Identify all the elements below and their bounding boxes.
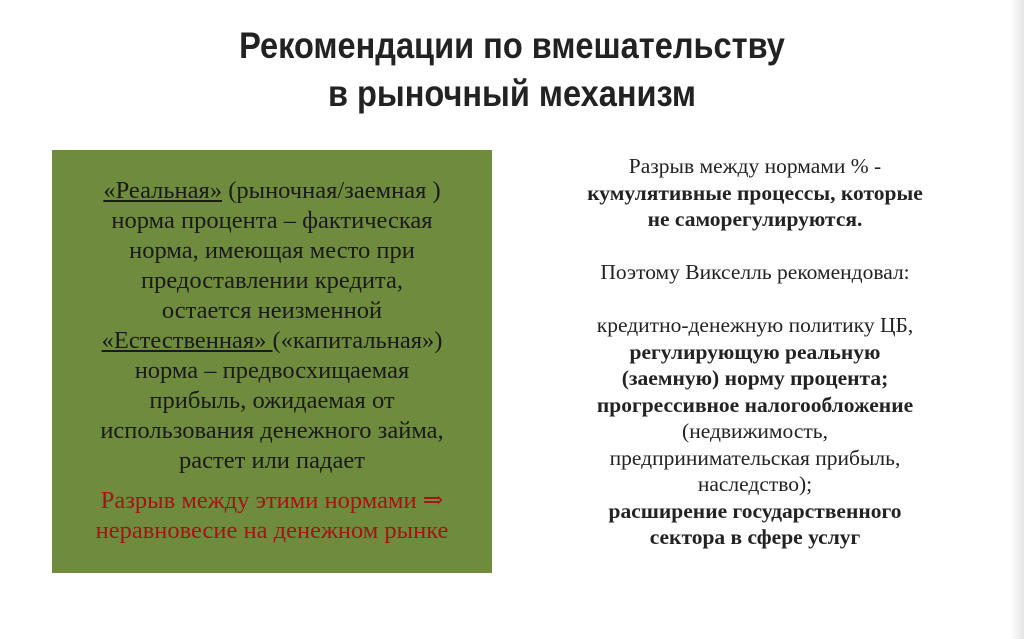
real-rate-line: остается неизменной <box>161 297 383 324</box>
natural-rate-term: «Естественная» <box>101 327 273 354</box>
policy-emphasis: регулирующую реальную <box>629 339 881 364</box>
tax-item: (недвижимость, <box>682 419 828 443</box>
cumulative-processes: кумулятивные процессы, которые <box>587 180 923 205</box>
policy-emphasis: (заемную) норму процента; <box>621 366 889 390</box>
rate-gap-conclusion: Разрыв между этими нормами ⇒ <box>100 487 444 514</box>
natural-rate-qualifier: («капитальная») <box>272 327 443 354</box>
title-line-2: в рыночный механизм <box>327 73 697 114</box>
progressive-taxation: прогрессивное налогообложение <box>596 392 914 417</box>
monetary-policy: кредитно-денежную политику ЦБ, <box>596 313 914 337</box>
real-rate-qualifier: (рыночная/заемная ) <box>222 177 441 204</box>
natural-rate-line: норма – предвосхищаемая <box>134 357 410 384</box>
wicksell-recommended: Поэтому Викселль рекомендовал: <box>600 260 910 284</box>
public-sector-expansion: расширение государственного <box>608 498 902 523</box>
cumulative-processes: не саморегулируются. <box>647 207 863 231</box>
natural-rate-line: растет или падает <box>179 447 365 474</box>
real-rate-line: предоставлении кредита, <box>140 267 404 294</box>
rate-gap-conclusion: неравновесие на денежном рынке <box>95 517 449 544</box>
natural-rate-line: использования денежного займа, <box>100 417 444 444</box>
gap-intro: Разрыв между нормами % - <box>628 154 882 178</box>
tax-item: предпринимательская прибыль, <box>609 445 901 470</box>
spacer <box>520 286 990 313</box>
real-rate-term: «Реальная» <box>103 177 223 204</box>
spacer <box>520 233 990 260</box>
natural-rate-line: прибыль, ожидаемая от <box>149 387 395 414</box>
spacer <box>52 476 492 486</box>
real-rate-heading <box>52 176 492 206</box>
title-line-1: Рекомендации по вмешательству <box>239 25 785 66</box>
slide-title <box>0 22 1024 118</box>
real-rate-line: норма, имеющая место при <box>129 237 415 264</box>
real-rate-line: норма процента – фактическая <box>111 207 433 234</box>
tax-item: наследство); <box>697 472 813 496</box>
public-sector-expansion: сектора в сфере услуг <box>649 525 861 549</box>
interest-rates-definition-box <box>52 150 492 573</box>
wicksell-recommendations <box>520 153 990 551</box>
natural-rate-heading <box>52 326 492 356</box>
